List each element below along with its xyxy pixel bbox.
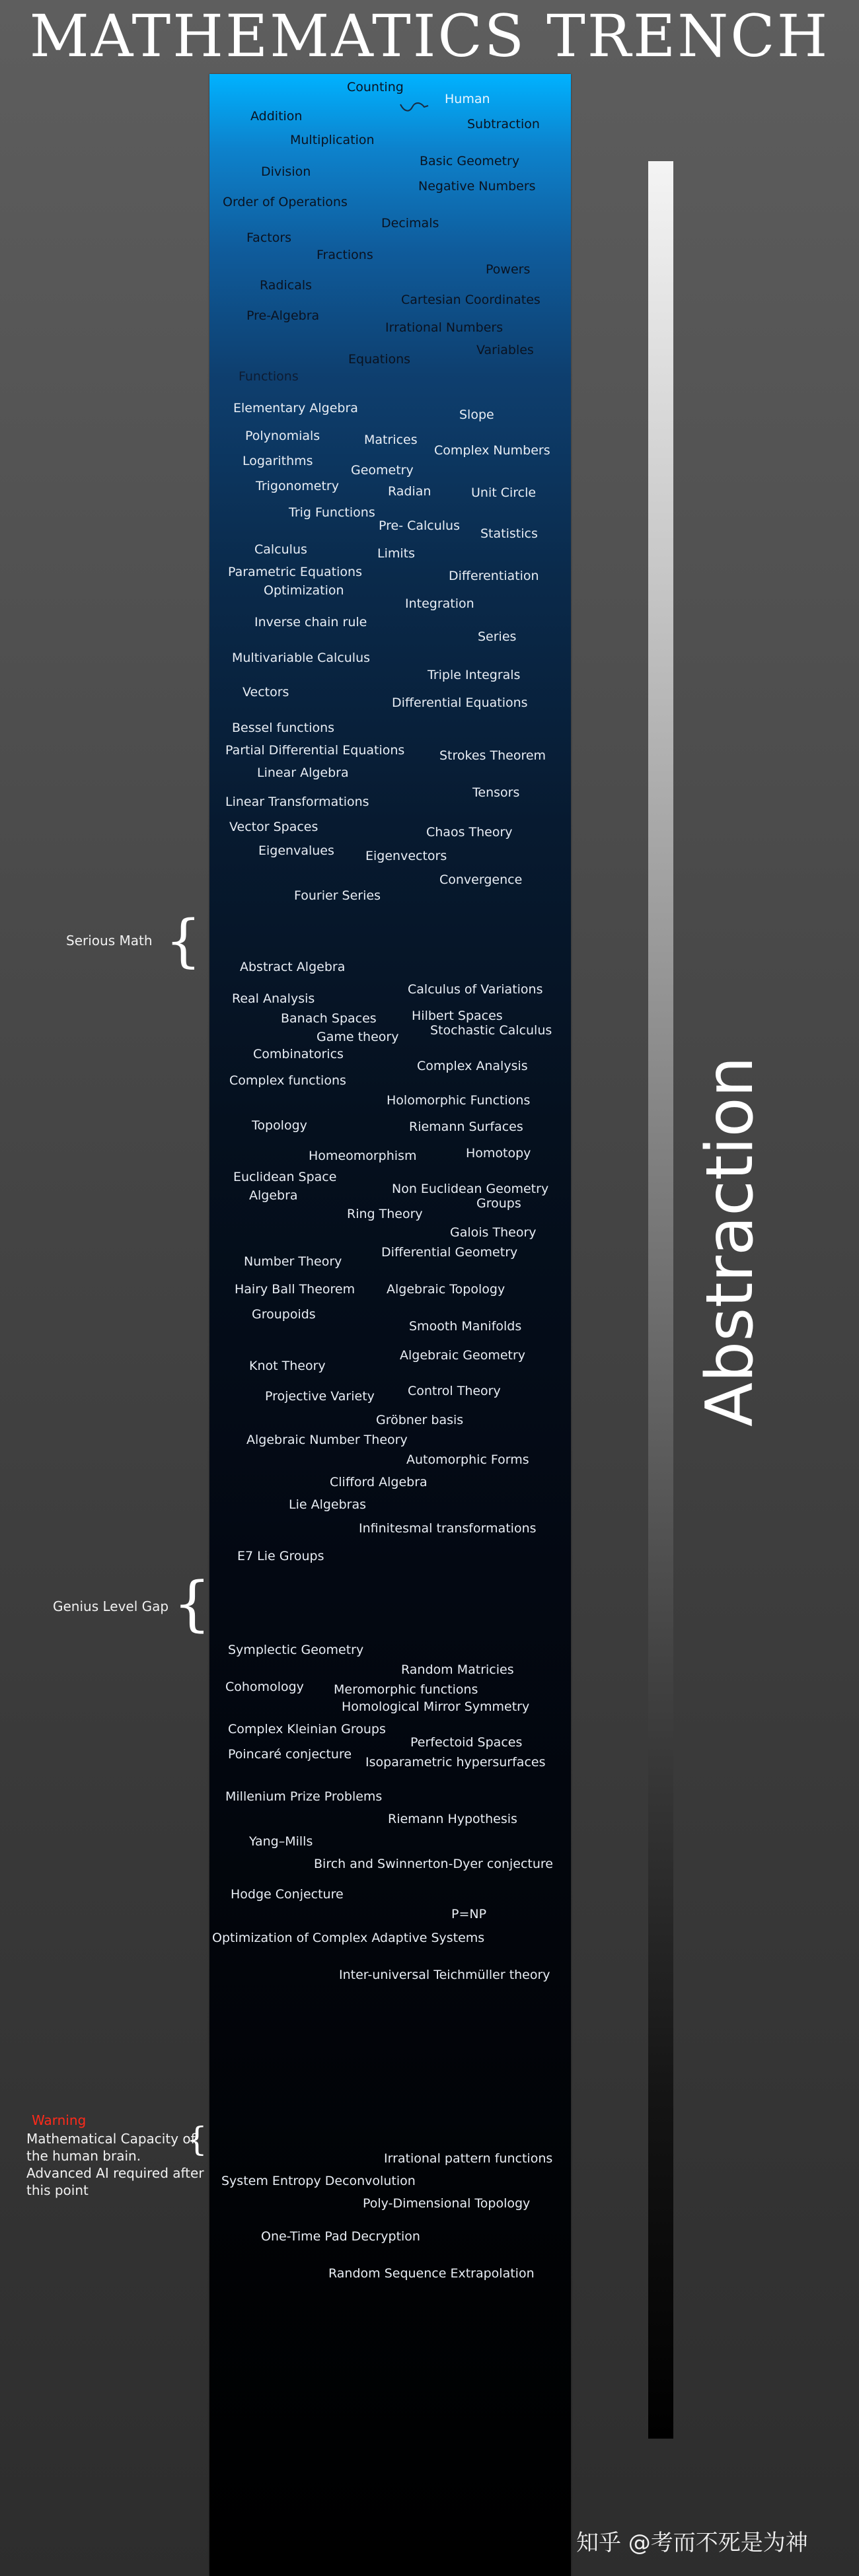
term-basic-geometry: Basic Geometry bbox=[420, 154, 520, 168]
term-triple-integrals: Triple Integrals bbox=[428, 668, 521, 682]
term-hairy-ball-theorem: Hairy Ball Theorem bbox=[235, 1282, 355, 1297]
term-algebra: Algebra bbox=[249, 1188, 298, 1203]
term-complex-kleinian-groups: Complex Kleinian Groups bbox=[228, 1722, 386, 1736]
term-groupoids: Groupoids bbox=[252, 1307, 316, 1322]
term-differential-equations: Differential Equations bbox=[392, 696, 528, 710]
term-irrational-numbers: Irrational Numbers bbox=[385, 320, 504, 335]
term-clifford-algebra: Clifford Algebra bbox=[330, 1475, 428, 1489]
term-isoparametric-hypersurfaces: Isoparametric hypersurfaces bbox=[365, 1755, 546, 1770]
term-strokes-theorem: Strokes Theorem bbox=[439, 748, 546, 763]
term-convergence: Convergence bbox=[439, 873, 523, 887]
serious-math-label: Serious Math bbox=[66, 933, 153, 948]
term-linear-algebra: Linear Algebra bbox=[257, 766, 349, 780]
term-eigenvalues: Eigenvalues bbox=[258, 843, 334, 858]
term-random-sequence-extrapolation: Random Sequence Extrapolation bbox=[328, 2266, 535, 2281]
term-counting: Counting bbox=[347, 80, 404, 94]
term-linear-transformations: Linear Transformations bbox=[225, 795, 369, 809]
term-trigonometry: Trigonometry bbox=[256, 479, 339, 493]
term-ring-theory: Ring Theory bbox=[347, 1207, 423, 1221]
term-banach-spaces: Banach Spaces bbox=[281, 1011, 377, 1026]
term-human: Human bbox=[445, 92, 490, 106]
term-one-time-pad-decryption: One-Time Pad Decryption bbox=[261, 2229, 420, 2244]
term-knot-theory: Knot Theory bbox=[249, 1359, 326, 1373]
term-limits: Limits bbox=[377, 546, 415, 561]
term-homeomorphism: Homeomorphism bbox=[309, 1149, 417, 1163]
term-galois-theory: Galois Theory bbox=[450, 1225, 537, 1240]
term-inter-universal-teichmuller: Inter-universal Teichmüller theory bbox=[339, 1968, 550, 1982]
term-logarithms: Logarithms bbox=[243, 454, 313, 468]
term-yang-mills: Yang–Mills bbox=[249, 1834, 313, 1849]
term-functions: Functions bbox=[239, 369, 299, 384]
term-control-theory: Control Theory bbox=[408, 1384, 501, 1398]
term-game-theory: Game theory bbox=[317, 1030, 399, 1044]
term-homotopy: Homotopy bbox=[466, 1146, 531, 1161]
term-integration: Integration bbox=[405, 596, 474, 611]
watermark: 知乎 @考而不死是为神 bbox=[576, 2530, 808, 2556]
term-radian: Radian bbox=[388, 484, 431, 499]
term-complex-numbers: Complex Numbers bbox=[434, 443, 550, 458]
term-pre-calculus: Pre- Calculus bbox=[379, 519, 460, 533]
term-cartesian-coordinates: Cartesian Coordinates bbox=[401, 293, 541, 307]
term-vector-spaces: Vector Spaces bbox=[229, 820, 318, 834]
term-number-theory: Number Theory bbox=[244, 1254, 342, 1269]
term-system-entropy-deconvolution: System Entropy Deconvolution bbox=[221, 2174, 416, 2188]
term-equations: Equations bbox=[348, 352, 411, 367]
term-polynomials: Polynomials bbox=[245, 429, 320, 443]
term-differentiation: Differentiation bbox=[449, 569, 539, 583]
term-variables: Variables bbox=[476, 343, 534, 357]
term-subtraction: Subtraction bbox=[467, 117, 540, 131]
term-homological-mirror-symmetry: Homological Mirror Symmetry bbox=[342, 1699, 530, 1714]
term-optimization: Optimization bbox=[264, 583, 344, 598]
term-groups: Groups bbox=[476, 1196, 521, 1211]
abstraction-gradient-bar bbox=[648, 161, 673, 2439]
term-optimization-complex-adaptive-systems: Optimization of Complex Adaptive Systems bbox=[212, 1931, 485, 1945]
warning-brace-icon: { bbox=[186, 2120, 207, 2159]
term-matrices: Matrices bbox=[364, 433, 418, 447]
term-cohomology: Cohomology bbox=[225, 1680, 304, 1694]
term-hilbert-spaces: Hilbert Spaces bbox=[412, 1009, 503, 1023]
term-poincare-conjecture: Poincaré conjecture bbox=[228, 1747, 352, 1762]
term-calculus-of-variations: Calculus of Variations bbox=[408, 982, 543, 997]
term-riemann-surfaces: Riemann Surfaces bbox=[409, 1120, 523, 1134]
term-non-euclidean-geometry: Non Euclidean Geometry bbox=[392, 1182, 549, 1196]
term-birch-swinnerton-dyer: Birch and Swinnerton-Dyer conjecture bbox=[314, 1857, 553, 1871]
term-addition: Addition bbox=[250, 109, 303, 124]
page-title: MATHEMATICS TRENCH bbox=[29, 2, 830, 70]
genius-gap-label: Genius Level Gap bbox=[53, 1598, 169, 1614]
term-parametric-equations: Parametric Equations bbox=[228, 565, 362, 579]
term-tensors: Tensors bbox=[472, 785, 520, 800]
term-partial-differential-equations: Partial Differential Equations bbox=[225, 743, 405, 758]
term-slope: Slope bbox=[459, 408, 494, 422]
term-irrational-pattern-functions: Irrational pattern functions bbox=[384, 2151, 553, 2166]
term-algebraic-number-theory: Algebraic Number Theory bbox=[246, 1433, 408, 1447]
term-powers: Powers bbox=[486, 262, 531, 277]
term-trig-functions: Trig Functions bbox=[289, 505, 375, 520]
term-meromorphic-functions: Meromorphic functions bbox=[334, 1682, 478, 1697]
term-order-of-operations: Order of Operations bbox=[223, 195, 348, 209]
term-holomorphic-functions: Holomorphic Functions bbox=[387, 1093, 531, 1108]
warning-text: Mathematical Capacity of the human brain. Advanced AI required after this point bbox=[26, 2131, 204, 2198]
term-p-np: P=NP bbox=[451, 1907, 487, 1921]
term-eigenvectors: Eigenvectors bbox=[365, 849, 447, 863]
term-pre-algebra: Pre-Algebra bbox=[246, 308, 320, 323]
term-euclidean-space: Euclidean Space bbox=[233, 1170, 337, 1184]
term-multiplication: Multiplication bbox=[290, 133, 375, 147]
term-combinatorics: Combinatorics bbox=[253, 1047, 344, 1061]
term-division: Division bbox=[261, 164, 311, 179]
term-calculus: Calculus bbox=[254, 542, 307, 557]
term-symplectic-geometry: Symplectic Geometry bbox=[228, 1643, 364, 1657]
term-bessel-functions: Bessel functions bbox=[232, 721, 335, 735]
term-smooth-manifolds: Smooth Manifolds bbox=[409, 1319, 522, 1334]
term-random-matricies: Random Matricies bbox=[401, 1663, 514, 1677]
serious-math-brace-icon: { bbox=[165, 908, 202, 974]
term-geometry: Geometry bbox=[351, 463, 414, 478]
genius-gap-brace-icon: { bbox=[173, 1569, 211, 1639]
term-fourier-series: Fourier Series bbox=[294, 888, 381, 903]
term-complex-analysis: Complex Analysis bbox=[417, 1059, 528, 1073]
term-vectors: Vectors bbox=[243, 685, 289, 699]
term-algebraic-topology: Algebraic Topology bbox=[387, 1282, 505, 1297]
term-series: Series bbox=[478, 629, 517, 644]
term-radicals: Radicals bbox=[260, 278, 313, 293]
term-chaos-theory: Chaos Theory bbox=[426, 825, 513, 840]
term-stochastic-calculus: Stochastic Calculus bbox=[430, 1023, 552, 1038]
term-complex-functions: Complex functions bbox=[229, 1073, 346, 1088]
term-fractions: Fractions bbox=[317, 248, 373, 262]
term-statistics: Statistics bbox=[480, 526, 538, 541]
term-negative-numbers: Negative Numbers bbox=[418, 179, 536, 194]
term-elementary-algebra: Elementary Algebra bbox=[233, 401, 358, 415]
term-topology: Topology bbox=[252, 1118, 307, 1133]
term-projective-variety: Projective Variety bbox=[265, 1389, 375, 1404]
warning-title: Warning bbox=[32, 2112, 87, 2128]
term-millenium-prize-problems: Millenium Prize Problems bbox=[225, 1789, 383, 1804]
term-e7-lie-groups: E7 Lie Groups bbox=[237, 1549, 324, 1563]
squiggle-icon bbox=[398, 100, 431, 116]
term-infinitesmal-transformations: Infinitesmal transformations bbox=[359, 1521, 537, 1536]
term-algebraic-geometry: Algebraic Geometry bbox=[400, 1348, 526, 1363]
term-automorphic-forms: Automorphic Forms bbox=[406, 1452, 529, 1467]
term-decimals: Decimals bbox=[381, 216, 439, 231]
term-real-analysis: Real Analysis bbox=[232, 991, 315, 1006]
term-riemann-hypothesis: Riemann Hypothesis bbox=[388, 1812, 517, 1826]
term-factors: Factors bbox=[246, 231, 292, 245]
term-perfectoid-spaces: Perfectoid Spaces bbox=[410, 1735, 523, 1750]
term-grobner-basis: Gröbner basis bbox=[376, 1413, 464, 1427]
term-poly-dimensional-topology: Poly-Dimensional Topology bbox=[363, 2196, 531, 2211]
term-lie-algebras: Lie Algebras bbox=[289, 1497, 367, 1512]
term-unit-circle: Unit Circle bbox=[471, 485, 537, 500]
term-abstract-algebra: Abstract Algebra bbox=[240, 960, 346, 974]
term-differential-geometry: Differential Geometry bbox=[381, 1245, 518, 1260]
term-hodge-conjecture: Hodge Conjecture bbox=[231, 1887, 344, 1902]
term-inverse-chain-rule: Inverse chain rule bbox=[254, 615, 367, 629]
abstraction-label: Abstraction bbox=[692, 1056, 768, 1427]
trench-column bbox=[209, 74, 571, 2576]
term-multivariable-calculus: Multivariable Calculus bbox=[232, 651, 371, 665]
